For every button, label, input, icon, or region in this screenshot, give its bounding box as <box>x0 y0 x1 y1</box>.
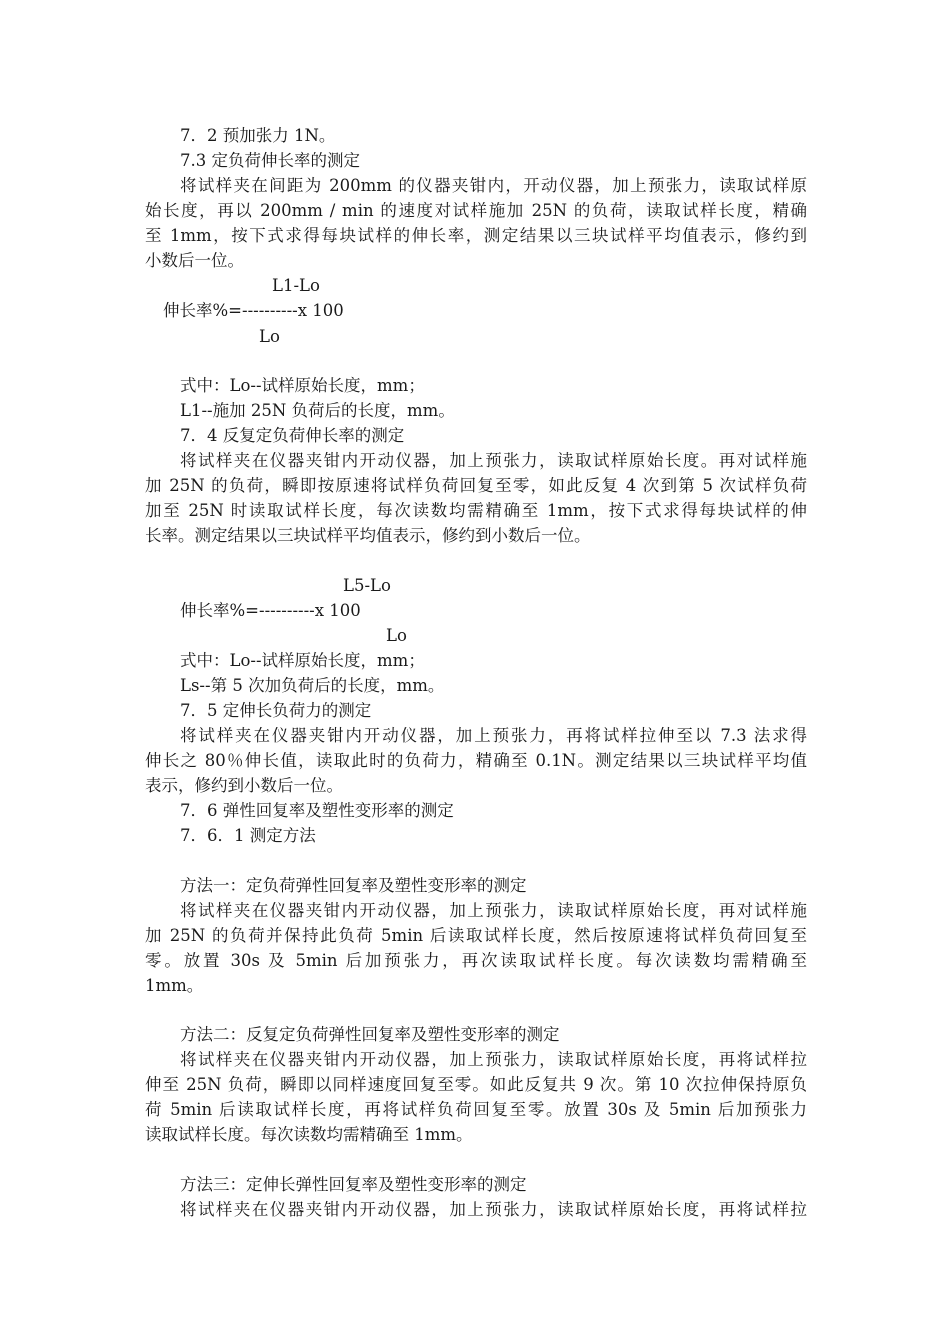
formula-denominator: Lo <box>386 626 407 645</box>
formula-main: 伸长率%=----------x 100 <box>180 601 361 620</box>
heading-7-6: 7．6 弹性回复率及塑性变形率的测定 <box>180 801 454 820</box>
heading-7-4: 7．4 反复定负荷伸长率的测定 <box>180 426 405 445</box>
formula-numerator: L1-Lo <box>272 276 320 295</box>
paragraph-line: 表示，修约到小数后一位。 <box>145 776 343 795</box>
paragraph-line: 将试样夹在仪器夹钳内开动仪器，加上预张力，读取试样原始长度，再将试样拉 <box>180 1200 807 1219</box>
paragraph-line: 伸长之 80％伸长值，读取此时的负荷力，精确至 0.1N。测定结果以三块试样平均值 <box>145 751 807 770</box>
paragraph-line: 始长度，再以 200mm / min 的速度对试样施加 25N 的负荷，读取试样长度，精确 <box>145 201 807 220</box>
paragraph-line: 加至 25N 时读取试样长度，每次读数均需精确至 1mm，按下式求得每块试样的伸 <box>145 501 807 520</box>
formula-note: Ls--第 5 次加负荷后的长度，mm。 <box>180 676 445 695</box>
paragraph-line: 读取试样长度。每次读数均需精确至 1mm。 <box>145 1125 473 1144</box>
heading-7-6-1: 7．6．1 测定方法 <box>180 826 316 845</box>
method-three-heading: 方法三：定伸长弹性回复率及塑性变形率的测定 <box>180 1175 527 1194</box>
formula-note: 式中：Lo--试样原始长度，mm； <box>180 376 425 395</box>
paragraph-line: 小数后一位。 <box>145 251 244 270</box>
method-two-heading: 方法二：反复定负荷弹性回复率及塑性变形率的测定 <box>180 1025 560 1044</box>
method-one-heading: 方法一：定负荷弹性回复率及塑性变形率的测定 <box>180 876 527 895</box>
clause-7-2: 7．2 预加张力 1N。 <box>180 126 336 145</box>
paragraph-line: 1mm。 <box>145 976 204 995</box>
paragraph-line: 伸至 25N 负荷，瞬即以同样速度回复至零。如此反复共 9 次。第 10 次拉伸保持原负 <box>145 1075 807 1094</box>
paragraph-line: 加 25N 的负荷并保持此负荷 5min 后读取试样长度，然后按原速将试样负荷回复至 <box>145 926 807 945</box>
paragraph-line: 将试样夹在仪器夹钳内开动仪器，加上预张力，读取试样原始长度。再对试样施 <box>180 451 807 470</box>
paragraph-line: 加 25N 的负荷，瞬即按原速将试样负荷回复至零，如此反复 4 次到第 5 次试样负荷 <box>145 476 807 495</box>
formula-note: L1--施加 25N 负荷后的长度，mm。 <box>180 401 455 420</box>
paragraph-line: 将试样夹在仪器夹钳内开动仪器，加上预张力，读取试样原始长度，再将试样拉 <box>180 1050 807 1069</box>
formula-main: 伸长率%=----------x 100 <box>163 301 344 320</box>
paragraph-line: 零。放置 30s 及 5min 后加预张力，再次读取试样长度。每次读数均需精确至 <box>145 951 807 970</box>
paragraph-line: 荷 5min 后读取试样长度，再将试样负荷回复至零。放置 30s 及 5min 后加预张力 <box>145 1100 807 1119</box>
heading-7-5: 7．5 定伸长负荷力的测定 <box>180 701 372 720</box>
formula-numerator: L5-Lo <box>343 576 391 595</box>
paragraph-line: 至 1mm，按下式求得每块试样的伸长率，测定结果以三块试样平均值表示，修约到 <box>145 226 807 245</box>
paragraph-line: 长率。测定结果以三块试样平均值表示，修约到小数后一位。 <box>145 526 591 545</box>
paragraph-line: 将试样夹在仪器夹钳内开动仪器，加上预张力，读取试样原始长度，再对试样施 <box>180 901 807 920</box>
paragraph-line: 将试样夹在间距为 200mm 的仪器夹钳内，开动仪器，加上预张力，读取试样原 <box>180 176 807 195</box>
paragraph-line: 将试样夹在仪器夹钳内开动仪器，加上预张力，再将试样拉伸至以 7.3 法求得 <box>180 726 807 745</box>
formula-denominator: Lo <box>259 327 280 346</box>
formula-note: 式中：Lo--试样原始长度，mm； <box>180 651 425 670</box>
heading-7-3: 7.3 定负荷伸长率的测定 <box>180 151 360 170</box>
